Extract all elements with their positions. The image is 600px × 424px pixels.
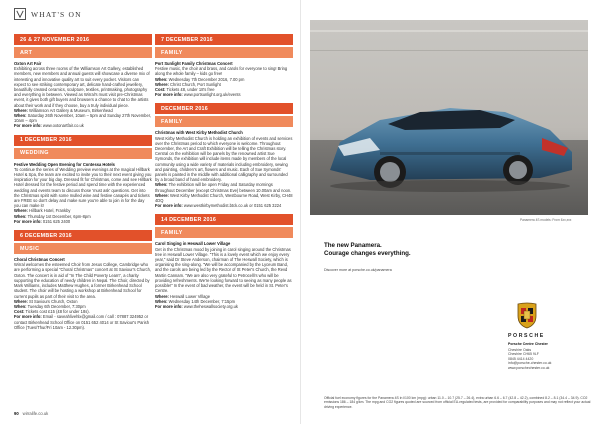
event-description: Exhibiting across three rooms of the Williamson Art Gallery, established members, new members and annual guests will showcase a diverse mix of interesting and innovative quality art to suit every pocket. Visitors can expect to see striking contemporary art, delicate hand-crafted jewellery, beautifully created ceramics, sculpture, textiles, printmaking, photography and everything in between. Viewed as Wirral's must visit pre-Christmas event, it gives both gift buyers and browsers a chance to chat to the artists about their work and if they choose, buy a truly individual piece. <box>14 66 150 108</box>
event-title: Port Sunlight Family Christmas Concert <box>155 61 233 66</box>
event-detail-label: Where: <box>155 293 169 299</box>
date-heading: DECEMBER 2016 <box>155 103 293 114</box>
event-title: Festive Wedding Open Evening for Contessa Hotels <box>14 161 115 167</box>
folio-site: wirralife.co.uk <box>22 411 49 416</box>
event-detail-label: For more info: <box>14 218 42 224</box>
event-listing <box>155 127 293 214</box>
category-heading: FAMILY <box>155 227 293 238</box>
event-detail-line <box>14 113 152 123</box>
date-heading: 14 DECEMBER 2016 <box>155 214 293 225</box>
event-detail-label: When: <box>14 303 27 309</box>
event-detail-label: Where: <box>14 298 28 304</box>
event-title: Carol Singing in Heswall Lower Village <box>155 241 231 247</box>
event-detail-value: Williamson Art Gallery & Museum, Birkenhead <box>27 107 113 113</box>
event-detail-line <box>155 203 293 208</box>
event-description: Get in the Christmas mood by joining in carol singing around the Christmas tree in Heswall Lower Village. "This is a lovely event which we enjoy every year," said Dr Steve Anderson, chairman of The Heswall Society, which is organising the sing-along. "We will be accompanied by the Lyceum Band, and the carols are being led by the Rector of St Peter's Church, the Revd Martin Cannam. "We are also very grateful to Petrocelli's who will be providing refreshments. We're looking forward to seeing as many people as possible!" In the event of bad weather, the event will be held in St. Peter's Centre. <box>155 246 292 294</box>
listings-column-middle <box>155 34 293 315</box>
event-title: Oxton Art Fair <box>14 61 42 66</box>
date-heading: 6 DECEMBER 2016 <box>14 230 152 241</box>
event-detail-label: Cost: <box>14 309 25 315</box>
event-detail-value: 0151 625 2400 <box>41 218 71 224</box>
dealer-website: www.porschechester.co.uk <box>508 365 550 370</box>
event-detail-label: When: <box>155 76 168 82</box>
event-detail-value: Email - saveahlivehlx@gmail.com / call : 07887 324952 or contact Birkenhead School Office on 0151 652 4014 or St Saviour's Parish Office (Tues/Thur/Fri 10am - 12.30pm). <box>14 314 149 330</box>
event-detail-value: Tuesday 6th December, 7:30pm <box>26 303 86 309</box>
fuel-economy-note: Official fuel economy figures for the Panamera 4S in l/100 km (mpg): urban 11.0 – 10.7 (25.7 – 26.4), extra urban 6.6 – 6.7 (42.8 – 42.2), combined 8.2 – 8.1 (34.4 – 34.9). CO2 emissions 186 – 184 g/km. The mpg and CO2 figures quoted are sourced from official EU-regulated tests, are provided for comparability purposes and may not reflect your actual driving experience. <box>324 396 591 409</box>
event-detail-value: Heswall Lower Village <box>168 293 210 299</box>
event-detail-value: Wednesday 14th December, 7:15pm <box>167 298 236 304</box>
event-detail-value: Hillbark Hotel, Frankby <box>27 208 71 214</box>
event-title: Christmas with West Kirby Methodist Church <box>155 130 243 136</box>
category-heading: MUSIC <box>14 243 152 254</box>
event-listing <box>155 58 293 103</box>
event-detail-value: www.theheswallsociety.org.uk <box>182 303 238 309</box>
porsche-wordmark: PORSCHE <box>508 333 545 339</box>
event-detail-line <box>155 193 293 203</box>
event-description: To continue the series of Wedding preview evenings at the magical Hillbark Hotel & Spa, the team are excited to invite you to their next event giving you inspiration for your big day. Dressed fit for Christmas, come and see Hillbark Hotel dressed for the festive period and spend time with the experienced wedding and events team to discuss those 'must ask' questions. Get into the Christmas spirit with some mulled wine and festive canapés and tickets are FREE so don't delay and make sure you're able to join in for the day you can make it! <box>14 166 152 209</box>
event-listing <box>155 238 293 315</box>
page-number: 90 <box>14 411 19 416</box>
event-detail-value: St Saviours Church, Oxton <box>27 298 78 304</box>
category-heading: FAMILY <box>155 116 293 127</box>
event-detail-label: When: <box>14 213 27 219</box>
category-heading: ART <box>14 47 152 58</box>
porsche-crest-icon <box>517 302 537 329</box>
event-detail-label: Where: <box>14 208 28 214</box>
date-heading: 1 DECEMBER 2016 <box>14 135 152 146</box>
section-title: WHAT'S ON <box>31 9 82 19</box>
listings-column-left <box>14 34 152 336</box>
event-detail-label: Where: <box>155 192 169 198</box>
event-detail-label: For more info: <box>14 314 42 320</box>
event-listing <box>14 254 152 336</box>
event-detail-value: West Kirby Methodist Church, Westbourne Road, West Kirby, CH48 4DQ <box>155 192 293 204</box>
section-header <box>14 8 82 20</box>
dealer-address-1: Cheshire Oaks <box>508 347 532 352</box>
event-detail-value: Tickets cost £15 (£8 for under 18s). <box>24 309 90 315</box>
date-heading: 26 & 27 NOVEMBER 2016 <box>14 34 152 45</box>
event-detail-value: Saturday 26th November, 10am – 5pm and Sunday 27th November, 10am – 4pm <box>14 113 151 124</box>
photo-caption: Panamera 4S models: From £xx,xxx <box>520 218 572 222</box>
event-detail-label: Cost: <box>155 87 166 93</box>
dealer-name: Porsche Centre Chester <box>508 342 548 346</box>
dealer-email: info@porsche-chester.co.uk <box>508 361 552 366</box>
event-detail-label: For more info: <box>155 303 183 309</box>
event-detail-label: Where: <box>155 81 169 87</box>
event-description: Festive music, the choir and brass, and carols for everyone to sing! Bring along the whole family – kids go free! <box>155 66 288 77</box>
spread-gutter <box>300 0 301 424</box>
wirral-logo-icon <box>14 8 26 20</box>
event-title: Choral Christmas Concert <box>14 257 65 263</box>
event-listing <box>14 58 152 135</box>
event-detail-value: Christ Church, Port Sunlight <box>168 81 221 87</box>
event-description: Wirral welcomes the esteemed Choir from Jesus College, Cambridge who are performing a special "Choral Christmas" concert at St Saviour's Church, Oxton. The concert is in aid of "In The Child Poverty Learn", a charity supporting the education of needy children in Nepal. The Choir, directed by Mark Williams, includes Matthew Hughes, a former Birkenhead School student. The choir will be hosting a workshop at Birkenhead School for current pupils as part of their visit to the area. <box>14 262 152 299</box>
porsche-advert <box>310 0 600 424</box>
event-detail-label: When: <box>155 298 168 304</box>
event-detail-value: Wednesday 7th December 2016, 7.00 pm <box>167 76 245 82</box>
event-detail-label: When: <box>14 113 27 119</box>
ad-headline-line-1: The new Panamera. <box>324 242 382 249</box>
event-detail-value: www.portsunlight.org.uk/events <box>182 92 241 98</box>
event-detail-label: Where: <box>14 107 28 113</box>
event-detail-label: For more info: <box>155 203 183 209</box>
event-detail-line <box>155 92 293 97</box>
event-detail-label: For more info: <box>155 92 183 98</box>
dealer-phone: 0845 4414 4420 <box>508 356 534 361</box>
dealer-address-2: Cheshire CH65 9LF <box>508 352 539 357</box>
event-detail-value: www.oxtonartfair.co.uk <box>41 123 84 129</box>
date-heading: 7 DECEMBER 2016 <box>155 34 293 45</box>
event-detail-line <box>155 182 293 192</box>
event-listing <box>14 159 152 230</box>
event-detail-line <box>155 304 293 309</box>
ad-website-line: Discover more at porsche.co.uk/panamera <box>324 268 392 272</box>
event-detail-value: www.westkirbymethodist.btck.co.uk or 0151 625 3224 <box>182 203 282 209</box>
event-detail-value: Tickets £8, under 18's free <box>165 87 215 93</box>
event-detail-value: Thursday 1st December, 6pm-8pm <box>26 213 91 219</box>
car-photo <box>310 20 588 215</box>
event-detail-line <box>14 219 152 224</box>
panamera-car-image <box>310 20 588 215</box>
event-detail-line <box>14 314 152 330</box>
category-heading: FAMILY <box>155 47 293 58</box>
category-heading: WEDDING <box>14 148 152 159</box>
ad-headline <box>324 242 411 258</box>
event-detail-label: When: <box>155 182 168 188</box>
event-detail-line <box>14 123 152 128</box>
event-detail-label: For more info: <box>14 123 42 129</box>
page-folio <box>14 411 48 416</box>
event-description: West Kirby Methodist Church is holding an exhibition of events and services over the Christmas period to which everyone is welcome. Throughout December, the Art and Craft Exhibition will be telling the Christmas story. Central on the exhibition will be panels by the renowned artist Sue Symonds, the exhibition will include items made by members of the local community using a wide variety of materials including embroidery, sewing and painting, children's art, flowers and music. Each of Sue Symonds' panels is painted in the middle with additional calligraphy and surrounded by a broad band of hand embroidery. <box>155 135 293 183</box>
ad-headline-line-2: Courage changes everything. <box>324 250 411 257</box>
event-detail-value: The exhibition will be open Friday and Saturday mornings throughout December (except Christmas Eve) between 10.00am and noon. <box>155 182 292 193</box>
dealer-details <box>508 342 551 371</box>
